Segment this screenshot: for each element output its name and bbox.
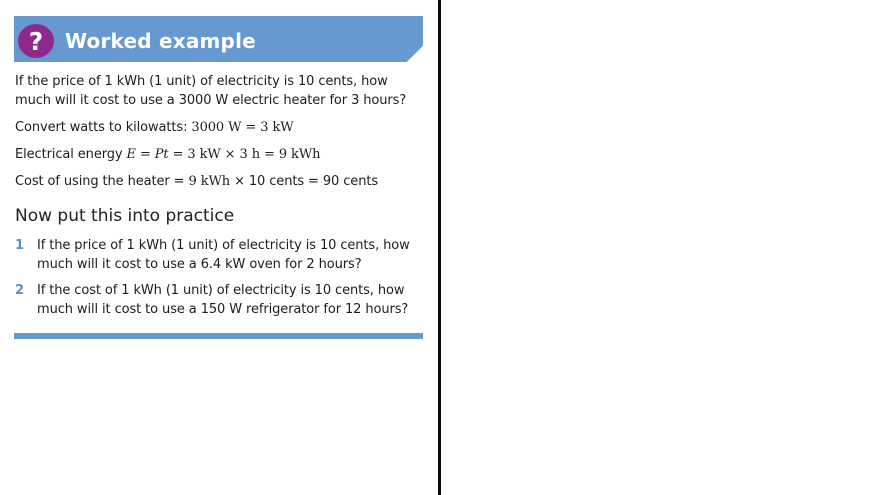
- practice-question-1-line-2: much will it cost to use a 6.4 kW oven for 2 hours?: [37, 257, 362, 272]
- textbook-page: [0, 0, 438, 495]
- step-convert-math: 3000 W = 3 kW: [191, 120, 294, 135]
- practice-question-number-1: 1: [15, 238, 25, 253]
- practice-heading: Now put this into practice: [15, 206, 235, 226]
- step-convert-label: Convert watts to kilowatts:: [15, 120, 192, 135]
- practice-question-1-line-1: If the price of 1 kWh (1 unit) of electricity is 10 cents, how: [37, 238, 410, 253]
- practice-question-2-line-2: much will it cost to use a 150 W refrigerator for 12 hours?: [37, 302, 409, 317]
- math-var-pt: Pt: [154, 147, 169, 162]
- step-cost-result: × 10 cents = 90 cents: [230, 174, 379, 189]
- example-question-line-2: much will it cost to use a 3000 W electric heater for 3 hours?: [15, 93, 407, 108]
- blank-right-pane: [441, 0, 880, 495]
- step-cost: [15, 172, 378, 191]
- step-cost-label: Cost of using the heater =: [15, 174, 189, 189]
- step-convert: [15, 118, 293, 137]
- step-energy: [15, 145, 320, 164]
- practice-question-2-line-1: If the cost of 1 kWh (1 unit) of electricity is 10 cents, how: [37, 283, 405, 298]
- math-var-e: E: [126, 147, 136, 162]
- question-mark-icon: ?: [18, 24, 54, 58]
- example-question-line-1: If the price of 1 kWh (1 unit) of electricity is 10 cents, how: [15, 74, 388, 89]
- step-energy-label: Electrical energy: [15, 147, 127, 162]
- section-bottom-bar: [14, 333, 423, 339]
- step-cost-math: 9 kWh: [188, 174, 231, 189]
- practice-question-number-2: 2: [15, 283, 25, 298]
- worked-example-title: Worked example: [65, 29, 256, 53]
- math-energy-result: = 3 kW × 3 h = 9 kWh: [168, 147, 321, 162]
- math-eq: =: [135, 147, 155, 162]
